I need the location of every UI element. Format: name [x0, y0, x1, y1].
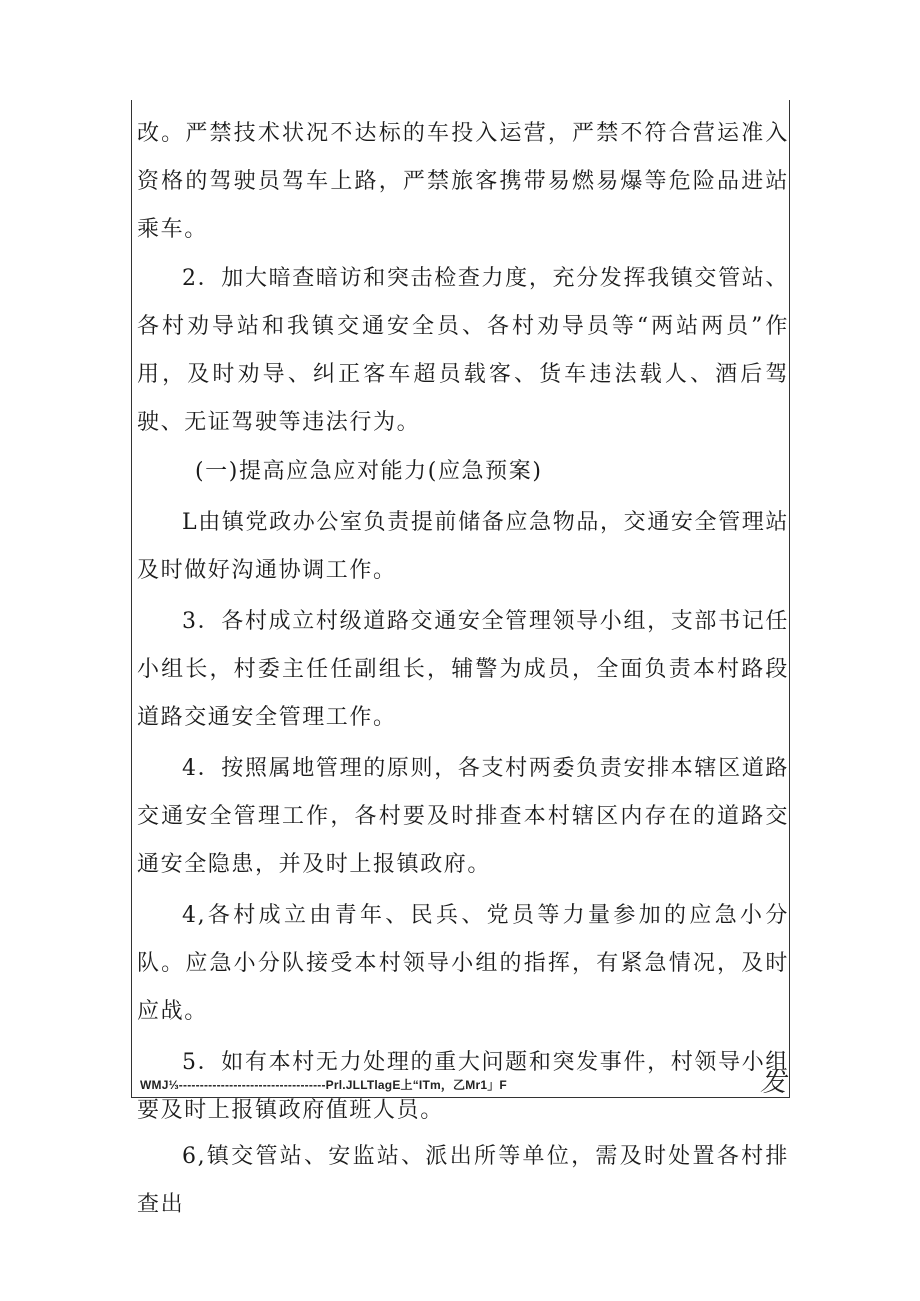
paragraph-5: 4．按照属地管理的原则，各支村两委负责安排本辖区道路交通安全管理工作，各村要及时排查本村辖区内存在的道路交通安全隐患，并及时上报镇政府。: [137, 756, 789, 877]
paragraph-2: 2．加大暗查暗访和突击检查力度，充分发挥我镇交管站、各村劝导站和我镇交通安全员、各村劝导员等“两站两员”作用，及时劝导、纠正客车超员载客、货车违法载人、酒后驾驶、无证驾驶等违法行为。: [137, 266, 789, 435]
paragraph-3: L由镇党政办公室负责提前储备应急物品，交通安全管理站及时做好沟通协调工作。: [137, 510, 789, 583]
paragraph-7: 5．如有本村无力处理的重大问题和突发事件，村领导小组要及时上报镇政府值班人员。: [137, 1050, 789, 1123]
paragraph-1: 改。严禁技术状况不达标的车投入运营，严禁不符合营运准入资格的驾驶员驾车上路，严禁旅客携带易燃易爆等危险品进站乘车。: [137, 121, 789, 242]
footer-trailing-char: 发: [759, 1068, 786, 1098]
paragraph-6: 4,各村成立由青年、民兵、党员等力量参加的应急小分队。应急小分队接受本村领导小组的指挥，有紧急情况，及时应战。: [137, 903, 789, 1024]
section-heading: (一)提高应急应对能力(应急预案): [195, 459, 543, 484]
document-body: [137, 110, 789, 1229]
paragraph-4: 3．各村成立村级道路交通安全管理领导小组，支部书记任小组长，村委主任任副组长，辅警为成员，全面负责本村路段道路交通安全管理工作。: [137, 609, 789, 730]
footer: [140, 1070, 788, 1098]
paragraph-8: 6,镇交管站、安监站、派出所等单位，需及时处置各村排查出: [137, 1144, 789, 1217]
footer-text: WMJ⅓-----------------------------------Prl.JLLTlagE上“ITm，乙Mr1」F: [140, 1078, 507, 1092]
